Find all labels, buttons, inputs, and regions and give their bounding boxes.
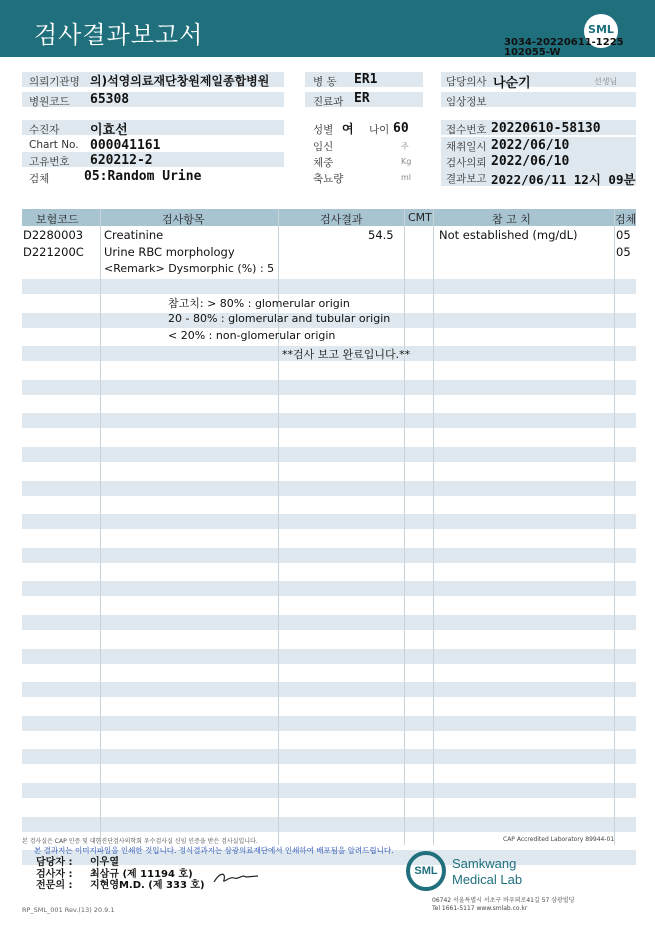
reference-line: 20 - 80% : glomerular and tubular origin (168, 312, 391, 325)
hospital-label: 의뢰기관명 (29, 76, 80, 88)
table-stripe (22, 548, 636, 563)
urine-volume-label: 축뇨량 (313, 173, 344, 185)
handler-label: 담당자 : (36, 857, 73, 868)
row2-specimen: 05 (616, 245, 631, 259)
collection-date-label: 채취일시 (446, 141, 487, 153)
table-stripe (22, 481, 636, 496)
handler-value: 이우열 (90, 857, 119, 868)
col-result: 검사결과 (320, 213, 363, 226)
row1-item: Creatinine (104, 228, 164, 242)
brand-line2: Medical Lab (452, 872, 523, 887)
col-insurance-code: 보험코드 (36, 213, 79, 226)
age-value: 60 (393, 121, 409, 136)
weight-label: 체중 (313, 157, 334, 169)
report-date-label: 결과보고 (446, 173, 487, 185)
sex-value: 여 (342, 122, 354, 136)
column-divider (433, 209, 434, 845)
tester-label: 검사자 : (36, 869, 73, 880)
col-test-item: 검사항목 (162, 213, 205, 226)
row1-reference: Not established (mg/dL) (439, 228, 578, 242)
reference-line: 참고치: > 80% : glomerular origin (168, 297, 350, 310)
column-divider (100, 209, 101, 845)
row1-result: 54.5 (368, 228, 394, 242)
specimen-value: 05:Random Urine (84, 169, 202, 184)
lab-address: 06742 서울특별시 서초구 바우뫼로41길 57 삼광빌딩 (432, 897, 575, 904)
page-title: 검사결과보고서 (34, 21, 204, 49)
cap-number: CAP Accredited Laboratory 89944-01 (503, 836, 615, 843)
column-divider (404, 209, 405, 845)
department-label: 진료과 (313, 96, 344, 108)
table-stripe (22, 581, 636, 596)
urine-volume-unit: ml (401, 173, 412, 182)
hospital-code-value: 65308 (90, 92, 130, 107)
report-complete-note: **검사 보고 완료입니다.** (282, 348, 411, 361)
collection-date-value: 2022/06/10 (491, 138, 570, 153)
request-date-label: 검사의뢰 (446, 157, 487, 169)
col-reference: 참 고 치 (492, 213, 531, 226)
table-stripe (22, 649, 636, 664)
info-bar (22, 120, 284, 135)
patient-value: 이효선 (90, 123, 128, 138)
doctor-value: 나순기 (493, 76, 531, 91)
age-label: 나이 (369, 124, 390, 136)
column-divider (614, 209, 615, 845)
specimen-label: 검체 (29, 173, 50, 185)
clinical-info-label: 임상정보 (446, 96, 487, 108)
doctor-label: 담당의사 (446, 76, 487, 88)
table-stripe (22, 514, 636, 529)
chart-no-value: 000041161 (90, 138, 161, 153)
table-stripe (22, 817, 636, 832)
unique-no-value: 620212-2 (90, 153, 153, 168)
document-id-line1: 3034-20220611-1225 (504, 37, 624, 48)
hospital-value: 의)석영의료재단창원제일종합병원 (90, 74, 270, 88)
col-specimen: 검체 (615, 213, 637, 226)
accession-label: 접수번호 (446, 124, 487, 136)
chart-no-label: Chart No. (29, 139, 79, 151)
pregnancy-label: 임신 (313, 141, 334, 153)
form-number: RP_SML_001 Rev.(13) 20.9.1 (22, 906, 115, 914)
unique-no-label: 고유번호 (29, 156, 70, 168)
lab-phone: Tel 1661-5117 www.smlab.co.kr (432, 905, 528, 912)
pregnancy-unit: 주 (401, 142, 409, 151)
request-date-value: 2022/06/10 (491, 154, 570, 169)
doctor-note: 선생님 (594, 77, 618, 86)
specialist-value: 지현영M.D. (제 333 호) (90, 880, 205, 891)
logo-text: SML (588, 23, 614, 36)
department-value: ER (354, 91, 370, 106)
row2-code: D221200C (23, 245, 84, 259)
table-stripe (22, 380, 636, 395)
sml-brand-logo (406, 851, 446, 891)
table-stripe (22, 279, 636, 294)
hospital-code-label: 병원코드 (29, 96, 70, 108)
patient-label: 수진자 (29, 124, 60, 136)
table-stripe (22, 447, 636, 462)
ward-value: ER1 (354, 72, 378, 87)
table-stripe (22, 682, 636, 697)
sex-label: 성별 (313, 124, 334, 136)
remark-text: <Remark> Dysmorphic (%) : 5 (104, 262, 275, 275)
row1-specimen: 05 (616, 228, 631, 242)
table-stripe (22, 413, 636, 428)
col-cmt: CMT (408, 211, 432, 224)
document-id-line2: 102055-W (504, 47, 561, 58)
print-notice: 본 결과지는 이미지파일을 인쇄한 것입니다. 정식결과지는 삼광의료재단에서 인쇄하여 배포됨을 알려드립니다. (34, 846, 394, 855)
table-header (22, 209, 636, 226)
tester-value: 최삼규 (제 11194 호) (90, 869, 193, 880)
accession-value: 20220610-58130 (491, 121, 601, 136)
accreditation-note: 본 검사실은 CAP 인증 및 대한진단검사의학회 우수검사실 신임 인증을 받은 검사실입니다. (22, 838, 258, 845)
row1-code: D2280003 (23, 228, 84, 242)
signature-image (212, 868, 260, 886)
report-date-value: 2022/06/11 12시 09분 (491, 172, 636, 187)
table-stripe (22, 716, 636, 731)
specialist-label: 전문의 : (36, 880, 73, 891)
table-stripe (22, 783, 636, 798)
weight-unit: Kg (401, 157, 412, 166)
brand-line1: Samkwang (452, 856, 517, 871)
table-stripe (22, 615, 636, 630)
reference-line: < 20% : non-glomerular origin (168, 329, 336, 342)
table-stripe (22, 749, 636, 764)
row2-item: Urine RBC morphology (104, 245, 235, 259)
ward-label: 병 동 (313, 76, 337, 88)
brand-logo-text: SML (414, 865, 438, 877)
document-id (504, 38, 644, 58)
